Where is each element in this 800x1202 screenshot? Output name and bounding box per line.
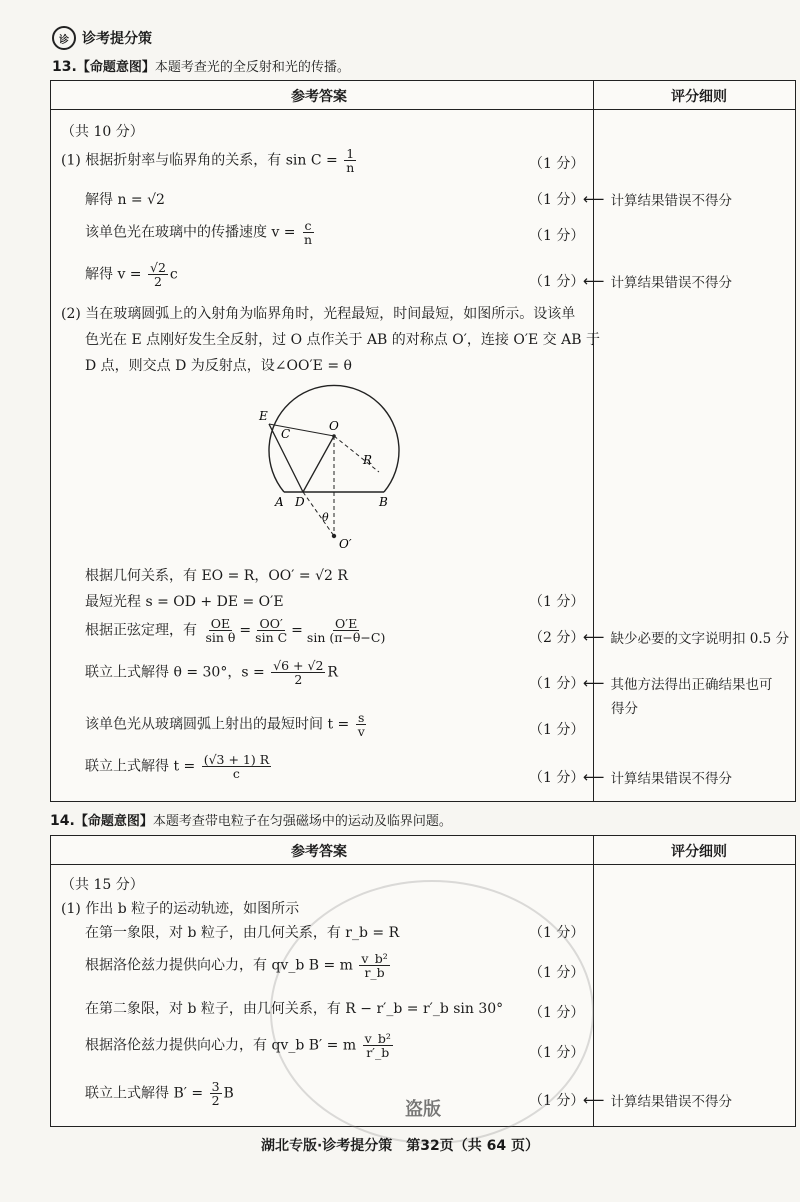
- arrow-left-icon: ⟵: [583, 768, 605, 786]
- q14-col-divider: [593, 836, 594, 1126]
- header-title: 诊考提分策: [82, 31, 152, 47]
- q13-total: （共 10 分）: [61, 124, 144, 140]
- fig-label-o: O: [329, 419, 339, 433]
- q13-step-2: 该单色光在玻璃中的传播速度 v = $\frac{c}{n}$: [85, 218, 313, 248]
- q13-score-8: （1 分）: [529, 722, 585, 738]
- frac-t: $\frac{(√3 + 1) R}{c}$: [203, 752, 270, 782]
- frac-oe-sin-theta: $\frac{OE}{\text{sin θ}}$: [205, 616, 236, 646]
- q13-score-6: （2 分）: [529, 630, 585, 646]
- q14-line-4: 在第二象限，对 b 粒子，由几何关系，有 R − r′_b = r′_b sin 30°: [85, 1001, 504, 1017]
- fig-label-e: E: [259, 409, 268, 423]
- q13-note-6: ⟵ 缺少必要的文字说明扣 0.5 分: [583, 628, 790, 647]
- fig-label-c: C: [281, 427, 291, 441]
- frac-s: $\frac{√6 + √2}{2}$: [273, 658, 324, 688]
- q13-note-3: ⟵ 计算结果错误不得分: [583, 272, 733, 291]
- frac-vb2-rbp: $\frac{\text{v\_b²}}{r'\_b}$: [364, 1031, 391, 1061]
- q14-col-answer: 参考答案: [291, 844, 347, 860]
- q14-score-5: （1 分）: [529, 1045, 585, 1061]
- q13-score-5: （1 分）: [529, 594, 585, 610]
- q13-step-p1: (1) 根据折射率与临界角的关系，有 sin C = $\frac{1}{n}$: [61, 146, 355, 176]
- q13-number: 13.: [52, 59, 77, 75]
- q13-step-8: 该单色光从玻璃圆弧上射出的最短时间 t = $\frac{s}{v}$: [85, 710, 365, 740]
- q13-score-1: （1 分）: [529, 192, 585, 208]
- watermark-text: 盗版: [405, 1099, 441, 1120]
- q13-score-7: （1 分）: [529, 676, 585, 692]
- frac-oe-sin-pi: $\frac{O'E}{\sin (\pi-\theta-C)}$: [306, 616, 386, 646]
- q13-score-3: （1 分）: [529, 274, 585, 290]
- page-footer: 湖北专版·诊考提分策 第32页（共 64 页）: [260, 1138, 540, 1154]
- q14-line-5: 根据洛伦兹力提供向心力，有 qv_b B′ = m $\frac{\text{v\_b²}}{r'\_b}$: [85, 1031, 391, 1061]
- q14-score-2: （1 分）: [529, 925, 585, 941]
- q14-col-grading: 评分细则: [671, 844, 727, 860]
- q13-note-1: ⟵ 计算结果错误不得分: [583, 190, 733, 209]
- fig-label-theta: θ: [322, 511, 329, 524]
- arrow-left-icon: ⟵: [583, 272, 605, 290]
- fig-label-r: R: [363, 453, 373, 467]
- q14-number: 14.: [50, 813, 75, 829]
- q14-score-3: （1 分）: [529, 965, 585, 981]
- q13-score-2: （1 分）: [529, 228, 585, 244]
- q13-step-3: 解得 v = $\frac{√2}{2}$ c: [85, 260, 178, 290]
- q13-note-7b: 得分: [611, 701, 638, 717]
- frac-1-over-n: $\frac{1}{n}$: [346, 146, 355, 176]
- q13-p2-line1: (2) 当在玻璃圆弧上的入射角为临界角时，光程最短，时间最短，如图所示。设该单: [61, 306, 576, 322]
- q13-step-1: 解得 n = √2: [85, 192, 165, 208]
- q13-p2-line2: 色光在 E 点刚好发生全反射，过 O 点作关于 AB 的对称点 O′，连接 O′E 交 AB 于: [85, 332, 600, 348]
- q14-note-6: ⟵ 计算结果错误不得分: [583, 1091, 733, 1110]
- q13-col-answer: 参考答案: [291, 89, 347, 105]
- q13-note-7: ⟵ 其他方法得出正确结果也可: [583, 674, 773, 693]
- q13-p2-line3: D 点，则交点 D 为反射点，设∠OO′E = θ: [85, 358, 352, 374]
- frac-sqrt2-over-2: $\frac{√2}{2}$: [150, 260, 166, 290]
- fig-label-b: B: [379, 495, 388, 509]
- q13-step-5: 最短光程 s = OD + DE = O′E: [85, 594, 284, 610]
- page-header: [52, 26, 152, 50]
- frac-oo-sin-c: $\frac{OO'}{\text{sin C}}$: [255, 616, 288, 646]
- arrow-left-icon: ⟵: [583, 1091, 605, 1109]
- q13-col-grading: 评分细则: [671, 89, 727, 105]
- q13-tag: 【命题意图】: [76, 60, 155, 75]
- frac-c-over-n: $\frac{c}{n}$: [304, 218, 313, 248]
- frac-s-over-v: $\frac{s}{v}$: [357, 710, 365, 740]
- q13-step-9: 联立上式解得 t = $\frac{(√3 + 1) R}{c}$: [85, 752, 270, 782]
- frac-vb2-rb: $\frac{\text{v\_b²}}{r\_b}$: [361, 951, 388, 981]
- q13-score-p1: （1 分）: [529, 156, 585, 172]
- q14-line-3: 根据洛伦兹力提供向心力，有 qv_b B = m $\frac{\text{v\_b²}}{r\_b}$: [85, 951, 388, 981]
- q13-score-9: （1 分）: [529, 770, 585, 786]
- q14-header-divider: [51, 864, 795, 865]
- q14-tag: 【命题意图】: [74, 814, 153, 829]
- fig-label-oprime: O′: [339, 537, 352, 551]
- q13-step-7: 联立上式解得 θ = 30°，s = $\frac{√6 + √2}{2}$ R: [85, 658, 338, 688]
- q14-intent-line: [50, 810, 452, 829]
- q13-step-4: 根据几何关系，有 EO = R，OO′ = √2 R: [85, 568, 348, 584]
- q14-line-2: 在第一象限，对 b 粒子，由几何关系，有 r_b = R: [85, 925, 400, 941]
- q13-intent: 本题考查光的全反射和光的传播。: [154, 60, 350, 75]
- q13-intent-line: [52, 56, 350, 75]
- frac-3-over-2: $\frac{3}{2}$: [211, 1079, 220, 1109]
- fig-label-a: A: [275, 495, 284, 509]
- q13-table: [50, 80, 796, 802]
- q14-score-4: （1 分）: [529, 1005, 585, 1021]
- arrow-left-icon: ⟵: [583, 674, 605, 692]
- brand-logo-icon: 诊: [52, 26, 76, 50]
- q13-note-9: ⟵ 计算结果错误不得分: [583, 768, 733, 787]
- arrow-left-icon: ⟵: [583, 628, 605, 646]
- q14-intent: 本题考查带电粒子在匀强磁场中的运动及临界问题。: [152, 814, 452, 829]
- q13-header-divider: [51, 109, 795, 110]
- q14-score-6: （1 分）: [529, 1093, 585, 1109]
- arrow-left-icon: ⟵: [583, 190, 605, 208]
- fig-label-d: D: [295, 495, 305, 509]
- q13-step-6: 根据正弦定理，有 $\frac{OE}{\text{sin θ}}$ = $\frac{OO'}{\text{sin C}}$ = $\frac{O'E}{\sin (\pi-\theta-C)}$: [85, 616, 386, 646]
- q14-total: （共 15 分）: [61, 877, 144, 893]
- q14-line-1: (1) 作出 b 粒子的运动轨迹，如图所示: [61, 901, 300, 917]
- q14-line-6: 联立上式解得 B′ = $\frac{3}{2}$ B: [85, 1079, 234, 1109]
- q13-optics-diagram: [251, 376, 421, 551]
